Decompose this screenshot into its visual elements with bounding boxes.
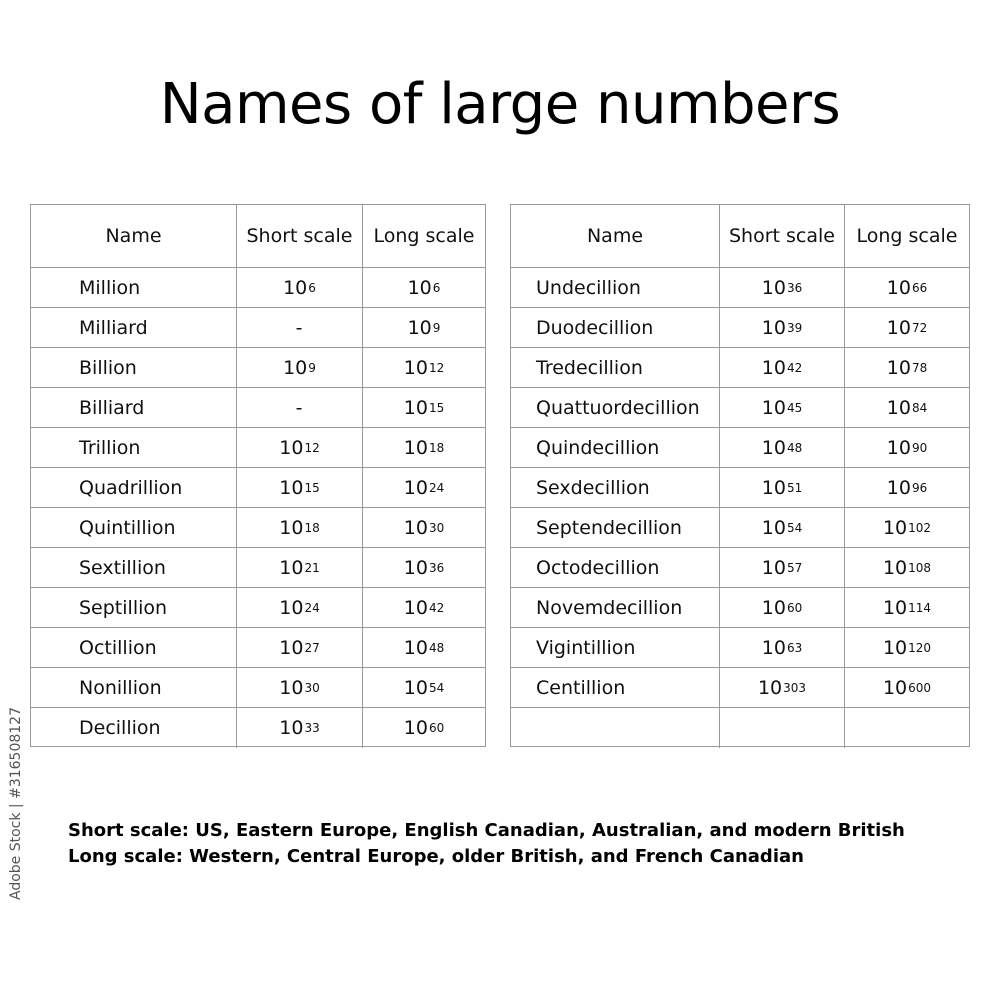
table-row [31,308,485,348]
table-row [511,348,969,388]
long-scale-value: 10 42 [362,588,485,627]
number-name: Septendecillion [536,516,682,539]
short-scale-base: 10 [761,396,786,419]
table-row [31,588,485,628]
long-scale-base: 10 [886,476,911,499]
table-row [511,588,969,628]
short-scale-base: 10 [279,636,304,659]
number-name: Sexdecillion [536,476,650,499]
short-scale-base: 10 [761,356,786,379]
short-scale-value: 10 27 [236,628,362,667]
footnotes [68,818,988,870]
long-scale-base: 10 [886,276,911,299]
short-scale-value: 10 9 [236,348,362,387]
table-row [31,508,485,548]
page-title: Names of large numbers [159,72,841,137]
header-short-scale: Short scale [719,205,844,267]
long-scale-base: 10 [886,396,911,419]
number-name: Billion [79,356,137,379]
short-scale-base: 10 [761,276,786,299]
table-row [31,628,485,668]
short-scale-value: 10 12 [236,428,362,467]
table-row [511,428,969,468]
long-scale-value: 10 66 [844,268,969,307]
number-name: Decillion [79,717,161,739]
table-row [31,668,485,708]
long-scale-value: 10 78 [844,348,969,387]
footnote-short-scale: Short scale: US, Eastern Europe, English Canadian, Australian, and modern British [68,820,905,841]
long-scale-base: 10 [403,516,428,539]
short-scale-value [236,308,362,347]
table-row [511,468,969,508]
number-name: Tredecillion [536,356,643,379]
number-name: Billiard [79,396,145,419]
short-scale-value: 10 39 [719,308,844,347]
long-scale-base: 10 [407,276,432,299]
number-name: Vigintillion [536,636,636,659]
short-scale-base: 10 [761,436,786,459]
number-name [511,708,719,748]
short-scale-base: 10 [279,476,304,499]
short-scale-base: 10 [761,596,786,619]
stock-id-label: Adobe Stock | #316508127 [8,707,24,900]
short-scale-value: 10 48 [719,428,844,467]
short-scale-base: 10 [761,476,786,499]
number-name: Quindecillion [536,436,660,459]
short-scale-value: 10 54 [719,508,844,547]
long-scale-value: 10 54 [362,668,485,707]
long-scale-base: 10 [403,676,428,699]
long-scale-base: 10 [882,556,908,579]
number-name: Quattuordecillion [536,396,700,419]
long-scale-base: 10 [403,596,428,619]
number-name: Trillion [79,436,141,459]
short-scale-value: 10 303 [719,668,844,707]
number-name: Undecillion [536,276,641,299]
short-scale-base: 10 [761,556,786,579]
table-row [31,468,485,508]
long-scale-base: 10 [403,436,428,459]
number-name: Nonillion [79,676,162,699]
long-scale-base: 10 [403,356,428,379]
short-scale-value: 10 63 [719,628,844,667]
short-scale-value: 10 42 [719,348,844,387]
right-table [510,204,970,747]
number-name: Octodecillion [536,556,660,579]
short-scale-value: 10 57 [719,548,844,587]
long-scale-value: 10 102 [844,508,969,547]
long-scale-value: 10 6 [362,268,485,307]
short-scale-value: 10 6 [236,268,362,307]
short-scale-value: 10 60 [719,588,844,627]
long-scale-value: 10 60 [362,708,485,748]
long-scale-base: 10 [886,436,911,459]
short-scale-base: 10 [283,356,308,379]
table-row [31,428,485,468]
long-scale-value: 10 96 [844,468,969,507]
short-scale-value: 10 18 [236,508,362,547]
short-scale-value [719,708,844,748]
short-scale-value: 10 21 [236,548,362,587]
short-scale-base: 10 [283,276,308,299]
long-scale-value: 10 108 [844,548,969,587]
long-scale-value: 10 18 [362,428,485,467]
short-scale-base: 10 [279,717,304,739]
short-scale-base: - [295,316,303,339]
short-scale-base: 10 [761,516,786,539]
table-row [511,388,969,428]
header-long-scale: Long scale [844,205,969,267]
table-row [511,268,969,308]
number-name: Novemdecillion [536,596,683,619]
short-scale-value: 10 24 [236,588,362,627]
long-scale-base: 10 [886,316,911,339]
short-scale-base: 10 [761,636,786,659]
number-name: Septillion [79,596,168,619]
long-scale-base: 10 [403,636,428,659]
number-name: Million [79,276,141,299]
long-scale-value: 10 12 [362,348,485,387]
long-scale-value: 10 24 [362,468,485,507]
short-scale-value: 10 51 [719,468,844,507]
short-scale-value [236,388,362,427]
short-scale-base: - [295,396,303,419]
header-short-scale: Short scale [236,205,362,267]
long-scale-base: 10 [403,556,428,579]
long-scale-value: 10 72 [844,308,969,347]
long-scale-value: 10 120 [844,628,969,667]
long-scale-value: 10 9 [362,308,485,347]
long-scale-base: 10 [403,476,428,499]
number-name: Quintillion [79,516,176,539]
number-name: Milliard [79,316,148,339]
table-row [31,708,485,748]
long-scale-value: 10 90 [844,428,969,467]
long-scale-base: 10 [882,676,908,699]
long-scale-value: 10 30 [362,508,485,547]
table-row [511,548,969,588]
short-scale-base: 10 [757,676,783,699]
short-scale-base: 10 [279,436,304,459]
number-name: Octillion [79,636,157,659]
table-row [31,388,485,428]
table-row [511,508,969,548]
short-scale-value: 10 45 [719,388,844,427]
table-header-row [31,205,485,268]
left-table [30,204,486,747]
header-long-scale: Long scale [362,205,485,267]
long-scale-value [844,708,969,748]
long-scale-value: 10 15 [362,388,485,427]
short-scale-base: 10 [279,596,304,619]
short-scale-base: 10 [761,316,786,339]
long-scale-base: 10 [407,316,432,339]
long-scale-base: 10 [403,717,428,739]
table-row [511,708,969,748]
table-row [511,628,969,668]
short-scale-value: 10 36 [719,268,844,307]
table-row [31,548,485,588]
long-scale-value: 10 48 [362,628,485,667]
long-scale-base: 10 [882,596,908,619]
long-scale-base: 10 [886,356,911,379]
header-name: Name [586,225,644,247]
table-row [31,268,485,308]
number-name: Quadrillion [79,476,183,499]
short-scale-value: 10 33 [236,708,362,748]
short-scale-base: 10 [279,676,304,699]
footnote-long-scale: Long scale: Western, Central Europe, older British, and French Canadian [68,846,804,867]
long-scale-base: 10 [403,396,428,419]
number-name: Sextillion [79,556,166,579]
short-scale-value: 10 30 [236,668,362,707]
short-scale-base: 10 [279,556,304,579]
number-name: Duodecillion [536,316,654,339]
long-scale-base: 10 [882,636,908,659]
short-scale-base: 10 [279,516,304,539]
table-row [511,668,969,708]
header-name: Name [105,225,162,247]
long-scale-value: 10 36 [362,548,485,587]
table-row [31,348,485,388]
long-scale-value: 10 600 [844,668,969,707]
long-scale-value: 10 84 [844,388,969,427]
table-header-row [511,205,969,268]
long-scale-value: 10 114 [844,588,969,627]
long-scale-base: 10 [882,516,908,539]
number-name: Centillion [536,676,626,699]
table-row [511,308,969,348]
short-scale-value: 10 15 [236,468,362,507]
